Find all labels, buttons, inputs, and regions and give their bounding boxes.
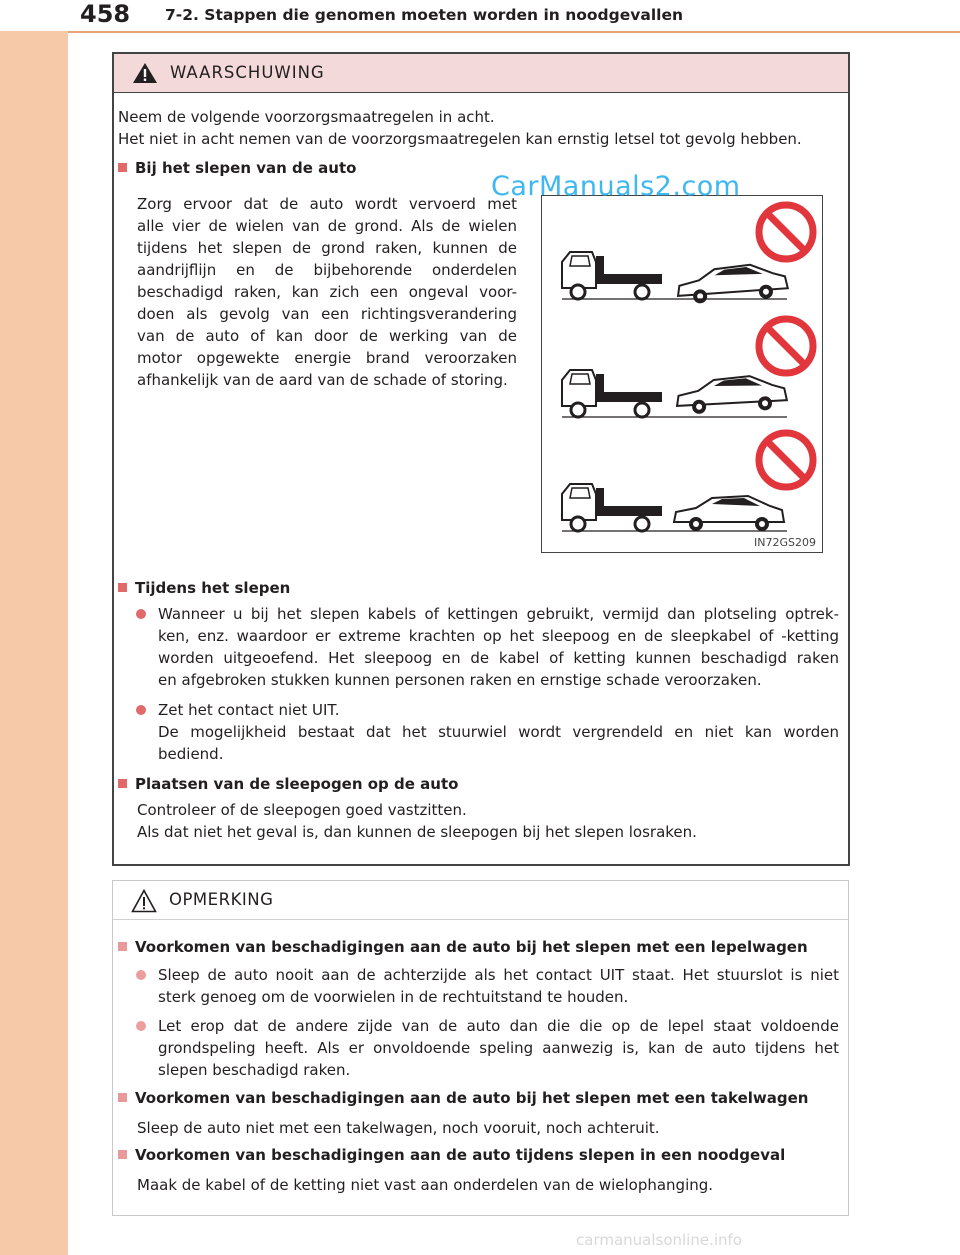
section-heading <box>118 157 356 179</box>
bullet-line: grondspeling heeft. Als er onvoldoende speling aanwezig is, kan de auto tijdens het <box>158 1039 839 1057</box>
watermark: CarManuals2.com <box>491 171 741 202</box>
round-bullet-icon <box>136 609 146 619</box>
note-section-text: Sleep de auto niet met een takelwagen, noch vooruit, noch achteruit. <box>137 1119 660 1137</box>
bullet-line: Wanneer u bij het slepen kabels of kettingen gebruikt, vermijd dan plotseling optrek- <box>158 605 839 623</box>
section-text <box>137 799 837 843</box>
intro-line: Neem de volgende voorzorgsmaatregelen in acht. <box>118 108 495 126</box>
section-heading-text: Plaatsen van de sleepogen op de auto <box>135 775 459 793</box>
tow-scene-2 <box>562 370 787 417</box>
bullet-item <box>158 699 839 765</box>
note-title: OPMERKING <box>169 890 274 909</box>
warning-intro <box>118 106 843 150</box>
prohibition-sign-icon <box>759 319 813 373</box>
warning-triangle-icon <box>132 62 158 84</box>
illustration-code: IN72GS209 <box>754 536 816 549</box>
round-bullet-icon <box>136 705 146 715</box>
warning-title: WAARSCHUWING <box>170 63 325 82</box>
bullet-line: slepen beschadigd raken. <box>158 1061 351 1079</box>
para-line: Zorg ervoor dat de auto wordt vervoerd met <box>137 195 517 213</box>
para-line: doen als gevolg van een richtingsverandering <box>137 305 517 323</box>
round-bullet-icon <box>136 970 146 980</box>
section-heading-text: Bij het slepen van de auto <box>135 159 357 177</box>
section-heading <box>118 773 458 795</box>
bullet-line: Zet het contact niet UIT. <box>158 701 340 719</box>
para-line: van de auto of kan door de werking van de <box>137 327 517 345</box>
para-line: tijdens het slepen de grond raken, kunnen de <box>137 239 517 257</box>
square-bullet-icon <box>118 1150 127 1159</box>
section-heading <box>118 577 290 599</box>
para-line: beschadigd raken, kan zich een ongeval voor- <box>137 283 517 301</box>
warning-header <box>114 54 848 93</box>
chapter-title: 7-2. Stappen die genomen moeten worden in noodgevallen <box>165 6 683 24</box>
tow-scene-1 <box>562 252 788 305</box>
text-line: Als dat niet het geval is, dan kunnen de sleepogen bij het slepen losraken. <box>137 823 697 841</box>
round-bullet-icon <box>136 1021 146 1031</box>
prohibition-sign-icon <box>759 433 813 487</box>
side-tab-band <box>0 0 68 1255</box>
header-rule <box>68 31 960 33</box>
intro-line: Het niet in acht nemen van de voorzorgsmaatregelen kan ernstig letsel tot gevolg hebben. <box>118 130 802 148</box>
section-heading-text: Voorkomen van beschadigingen aan de auto bij het slepen met een lepelwagen <box>135 938 808 956</box>
bullet-line: Let erop dat de andere zijde van de auto dan die die op de lepel staat voldoende <box>158 1017 839 1035</box>
page-number: 458 <box>80 0 131 28</box>
caution-triangle-icon <box>131 889 157 913</box>
bullet-line: sterk genoeg om de voorwielen in de rechtuitstand te houden. <box>158 988 629 1006</box>
tow-truck-illustration <box>542 196 822 552</box>
bottom-watermark: carmanualsonline.info <box>576 1231 742 1249</box>
towing-illustration <box>541 195 823 553</box>
bullet-line: en afgebroken stukken kunnen personen raken en ernstige schade veroorzaken. <box>158 671 762 689</box>
square-bullet-icon <box>118 1093 127 1102</box>
para-line: alle vier de wielen van de grond. Als de wielen <box>137 217 517 235</box>
prohibition-sign-icon <box>759 205 813 259</box>
square-bullet-icon <box>118 583 127 592</box>
towing-paragraph <box>137 193 517 391</box>
text-line: Controleer of de sleepogen goed vastzitten. <box>137 801 467 819</box>
bullet-line: De mogelijkheid bestaat dat het stuurwiel wordt vergrendeld en niet kan worden <box>158 723 839 741</box>
bullet-line: bediend. <box>158 745 224 763</box>
note-header <box>113 881 848 920</box>
note-section-heading <box>118 936 808 958</box>
note-section-heading <box>118 1144 785 1166</box>
square-bullet-icon <box>118 163 127 172</box>
para-line: aandrijflijn en de bijbehorende onderdelen <box>137 261 517 279</box>
square-bullet-icon <box>118 779 127 788</box>
note-section-heading <box>118 1087 808 1109</box>
note-bullet-item <box>158 964 839 1008</box>
bullet-line: Sleep de auto nooit aan de achterzijde als het contact UIT staat. Het stuurslot is niet <box>158 966 839 984</box>
note-bullet-item <box>158 1015 839 1081</box>
square-bullet-icon <box>118 942 127 951</box>
bullet-line: worden uitgeoefend. Het sleepoog en de kabel of ketting kunnen beschadigd raken <box>158 649 839 667</box>
section-heading-text: Voorkomen van beschadigingen aan de auto tijdens slepen in een noodgeval <box>135 1146 786 1164</box>
section-heading-text: Tijdens het slepen <box>135 579 291 597</box>
para-line: afhankelijk van de aard van de schade of storing. <box>137 371 508 389</box>
bullet-item <box>158 603 839 691</box>
tow-scene-3 <box>562 484 787 531</box>
bullet-line: ken, enz. waardoor er extreme krachten op het sleepoog en de sleepkabel of -ketting <box>158 627 839 645</box>
para-line: motor opgewekte energie brand veroorzaken <box>137 349 517 367</box>
note-section-text: Maak de kabel of de ketting niet vast aan onderdelen van de wielophanging. <box>137 1176 714 1194</box>
section-heading-text: Voorkomen van beschadigingen aan de auto bij het slepen met een takelwagen <box>135 1089 809 1107</box>
